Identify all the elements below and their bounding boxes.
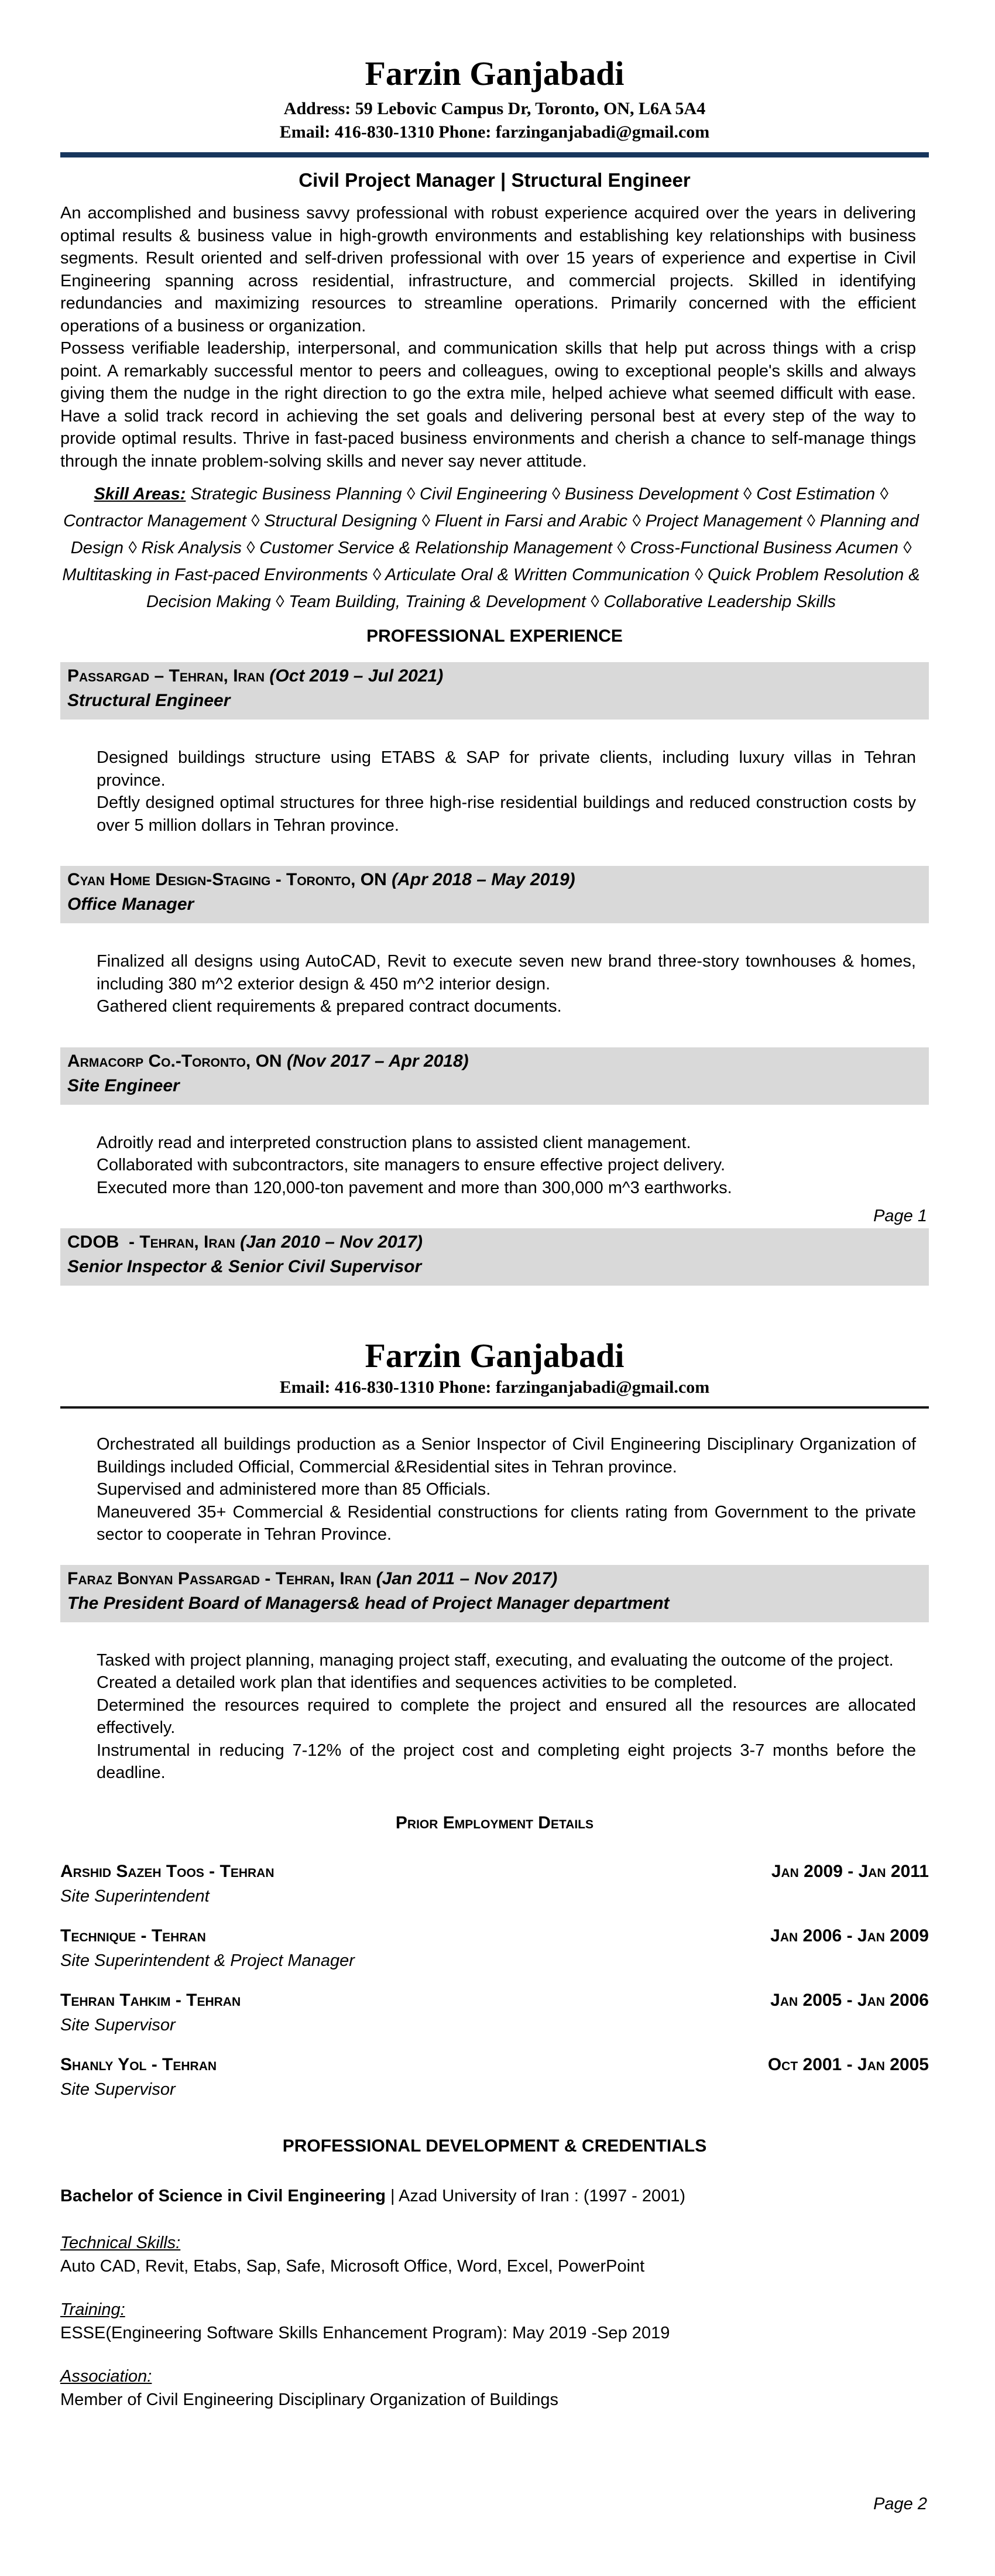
company-name: Tehran Tahkim - Tehran: [60, 1990, 241, 2010]
job-header-faraz-bonyan: [60, 1565, 929, 1622]
company-name: Arshid Sazeh Toos - Tehran: [60, 1861, 275, 1881]
technical-skills-label: Technical Skills:: [60, 2233, 181, 2252]
job-header-line: [67, 1232, 921, 1253]
job-role: Site Superintendent & Project Manager: [60, 1951, 355, 1970]
job-role: Site Engineer: [67, 1075, 180, 1095]
section-heading-experience: PROFESSIONAL EXPERIENCE: [366, 626, 623, 646]
company-name: Passargad – Tehran, Iran: [67, 666, 265, 686]
header-divider: [60, 152, 929, 157]
job-header-armacorp: [60, 1047, 929, 1105]
candidate-name: Farzin Ganjabadi: [365, 1337, 625, 1375]
job-role: Structural Engineer: [67, 691, 231, 710]
job-dates: (Jan 2011 – Nov 2017): [376, 1568, 558, 1588]
job-header-line: [67, 1051, 921, 1072]
contact-line: Email: 416-830-1310 Phone: farzinganjabadi@gmail.com: [279, 1378, 710, 1397]
bullet-item: Deftly designed optimal structures for three high-rise residential buildings and reduced construction costs by over 5 million dollars in Tehran province.: [97, 793, 916, 835]
company-name: Shanly Yol - Tehran: [60, 2054, 217, 2074]
bullet-item: Maneuvered 35+ Commercial & Residential constructions for clients rating from Government to the private sector to cooperate in Tehran Province.: [97, 1502, 916, 1544]
job-bullets-cyan-home: [97, 950, 916, 1018]
prior-entry: [60, 1861, 929, 1907]
bullet-item: Collaborated with subcontractors, site managers to ensure effective project delivery.: [97, 1156, 726, 1174]
degree-line: [60, 2185, 929, 2207]
prior-entry-row: [60, 1861, 929, 1883]
job-dates: (Jan 2010 – Nov 2017): [240, 1232, 423, 1252]
job-role: Senior Inspector & Senior Civil Supervisor: [67, 1257, 422, 1276]
job-role: Site Supervisor: [60, 2080, 176, 2099]
prior-entry-row: [60, 2054, 929, 2076]
candidate-name: Farzin Ganjabadi: [365, 54, 625, 93]
bullet-item: Created a detailed work plan that identifies and sequences activities to be completed.: [97, 1673, 737, 1692]
training-label: Training:: [60, 2300, 125, 2319]
association-label: Association:: [60, 2366, 152, 2386]
header-divider: [60, 1406, 929, 1409]
section-heading-credentials: PROFESSIONAL DEVELOPMENT & CREDENTIALS: [282, 2136, 707, 2156]
company-name: Faraz Bonyan Passargad - Tehran, Iran: [67, 1568, 372, 1588]
degree-name: Bachelor of Science in Civil Engineering: [60, 2186, 386, 2205]
job-header-cyan-home: [60, 866, 929, 923]
summary-paragraph-2: Possess verifiable leadership, interpersonal, and communication skills that help put across things with a crisp point. A remarkably successful mentor to peers and colleagues, owing to exceptional people's skills and always giving them the nudge in the right direction to go the extra mile, helped achieve what seemed difficult with ease. Have a solid track record in achieving the set goals and delivering personal best at every step of the way to provide optimal results. Thrive in fast-paced business environments and cherish a chance to self-manage things through the innate problem-solving skills and never say never attitude.: [60, 339, 916, 471]
job-role: Site Superintendent: [60, 1886, 210, 1906]
job-bullets-armacorp: [97, 1132, 916, 1200]
degree-institution: | Azad University of Iran : (1997 - 2001): [385, 2186, 686, 2205]
job-bullets-cdob: [97, 1433, 916, 1546]
job-dates: Jan 2005 - Jan 2006: [770, 1990, 929, 2010]
company-name: Cyan Home Design-Staging - Toronto, ON: [67, 870, 387, 889]
bullet-item: Tasked with project planning, managing project staff, executing, and evaluating the outcome of the project.: [97, 1650, 894, 1670]
job-dates: Jan 2009 - Jan 2011: [771, 1861, 929, 1881]
job-role: Site Supervisor: [60, 2015, 176, 2034]
resume-page-2: [0, 1288, 995, 2576]
job-role: Office Manager: [67, 895, 194, 914]
job-dates: (Apr 2018 – May 2019): [392, 870, 575, 889]
job-role: The President Board of Managers& head of Project Manager department: [67, 1593, 670, 1613]
skill-areas: [60, 481, 922, 615]
prior-entry-row: [60, 1989, 929, 2012]
bullet-item: Adroitly read and interpreted construction plans to assisted client management.: [97, 1133, 691, 1152]
prior-entry: [60, 2054, 929, 2101]
association-text: Member of Civil Engineering Disciplinary Organization of Buildings: [60, 2390, 559, 2409]
skill-areas-list: Strategic Business Planning ◊ Civil Engineering ◊ Business Development ◊ Cost Estimation ◊ Contractor Management ◊ Structural Designing ◊ Fluent in Farsi and Arabic ◊ Project Management ◊ Planning and Design ◊ Risk Analysis ◊ Customer Service & Relationship Management ◊ Cross-Functional Business Acumen ◊ Multitasking in Fast-paced Environments ◊ Articulate Oral & Written Communication ◊ Quick Problem Resolution & Decision Making ◊ Team Building, Training & Development ◊ Collaborative Leadership Skills: [62, 485, 920, 611]
job-header-cdob: [60, 1228, 929, 1286]
bullet-item: Gathered client requirements & prepared contract documents.: [97, 997, 562, 1016]
bullet-item: Determined the resources required to complete the project and ensured all the resources are allocated effectively.: [97, 1695, 916, 1737]
training-text: ESSE(Engineering Software Skills Enhancement Program): May 2019 -Sep 2019: [60, 2323, 670, 2342]
contact-line: Email: 416-830-1310 Phone: farzinganjabadi@gmail.com: [279, 122, 710, 142]
company-name: Armacorp Co.-Toronto, ON: [67, 1051, 282, 1071]
bullet-item: Executed more than 120,000-ton pavement and more than 300,000 m^3 earthworks.: [97, 1178, 732, 1197]
prior-entry: [60, 1925, 929, 1972]
bullet-item: Orchestrated all buildings production as a Senior Inspector of Civil Engineering Disciplinary Organization of Buildings included Official, Commercial &Residential sites in Tehran province.: [97, 1435, 916, 1477]
job-dates: Oct 2001 - Jan 2005: [767, 2054, 929, 2074]
job-bullets-faraz-bonyan: [97, 1649, 916, 1784]
prior-entry-row: [60, 1925, 929, 1947]
credentials-section: [60, 2232, 929, 2411]
professional-title: Civil Project Manager | Structural Engineer: [298, 169, 691, 191]
bullet-item: Designed buildings structure using ETABS & SAP for private clients, including luxury villas in Tehran province.: [97, 748, 916, 790]
company-name: CDOB - Tehran, Iran: [67, 1232, 235, 1252]
job-dates: Jan 2006 - Jan 2009: [770, 1926, 929, 1945]
job-bullets-passargad: [97, 746, 916, 837]
job-header-line: [67, 666, 921, 687]
technical-skills-text: Auto CAD, Revit, Etabs, Sap, Safe, Microsoft Office, Word, Excel, PowerPoint: [60, 2256, 645, 2276]
job-dates: (Nov 2017 – Apr 2018): [286, 1051, 469, 1071]
page-number-1: Page 1: [873, 1207, 927, 1225]
bullet-item: Supervised and administered more than 85 Officials.: [97, 1480, 491, 1499]
job-header-passargad: [60, 662, 929, 720]
skill-areas-label: Skill Areas:: [94, 485, 186, 503]
job-header-line: [67, 869, 921, 890]
summary-paragraph-1: An accomplished and business savvy professional with robust experience acquired over the years in delivering optimal results & business value in high-growth environments and establishing key relationships with business segments. Result oriented and self-driven professional with over 15 years of experience and expertise in Civil Engineering spanning across residential, infrastructure, and commercial projects. Skilled in identifying redundancies and maximizing resources to streamline operations. Primarily concerned with the efficient operations of a business or organization.: [60, 204, 916, 335]
bullet-item: Instrumental in reducing 7-12% of the project cost and completing eight projects 3-7 months before the deadline.: [97, 1741, 916, 1782]
prior-entry: [60, 1989, 929, 2036]
section-heading-prior-employment: Prior Employment Details: [395, 1813, 594, 1832]
company-name: Technique - Tehran: [60, 1926, 206, 1945]
page-number-2: Page 2: [873, 2495, 927, 2513]
prior-employment-list: [60, 1861, 929, 2101]
bullet-item: Finalized all designs using AutoCAD, Revit to execute seven new brand three-story townhouses & homes, including 380 m^2 exterior design & 450 m^2 interior design.: [97, 952, 916, 994]
job-header-line: [67, 1568, 921, 1590]
address-line: Address: 59 Lebovic Campus Dr, Toronto, ON, L6A 5A4: [283, 99, 706, 118]
job-dates: (Oct 2019 – Jul 2021): [269, 666, 444, 686]
